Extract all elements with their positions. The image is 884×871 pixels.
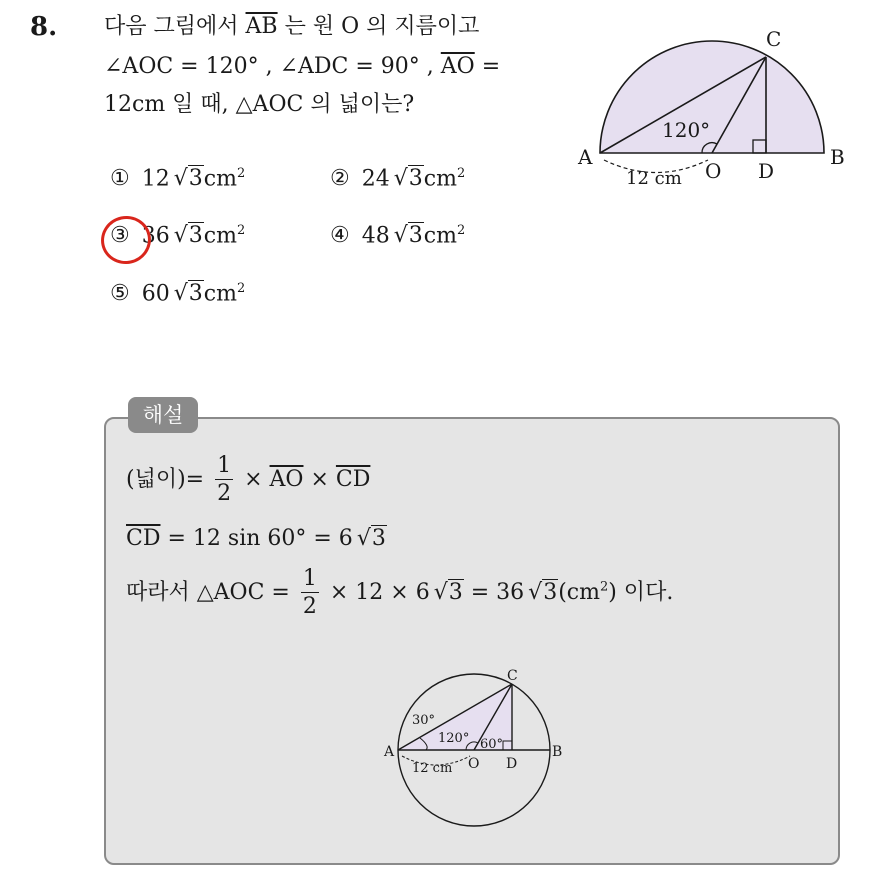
label-a: A (384, 744, 395, 760)
segment-cd: $\overline{CD}$ (335, 467, 371, 492)
option-exp: 2 (236, 166, 246, 181)
option-unit: cm (203, 166, 237, 192)
radicand: 3 (371, 526, 386, 551)
question-text: 는 원 O 의 지름이고 (284, 14, 480, 39)
label-a: A (578, 145, 593, 169)
label-o: O (705, 159, 722, 183)
segment-ao: $\overline{AO}$ (269, 467, 304, 492)
label-d: D (758, 159, 775, 183)
option-5[interactable] (110, 281, 245, 306)
option-exp: 2 (456, 223, 466, 238)
option-number: ① (110, 166, 130, 192)
question-line-3: 12cm 일 때, △AOC 의 넓이는? (104, 92, 415, 117)
denominator: 2 (217, 481, 232, 506)
question-number: 8. (30, 12, 58, 42)
label-c: C (766, 27, 782, 51)
option-coef: 48 (361, 223, 390, 249)
solution-text: = 12 sin 60° = 6 (167, 526, 353, 551)
radicand: 3 (188, 223, 203, 249)
option-exp: 2 (236, 223, 246, 238)
semicircle-shape (600, 41, 824, 153)
radicand: 3 (448, 580, 463, 605)
solution-text: (넓이)= (126, 467, 205, 492)
solution-tag: 해설 (128, 397, 198, 433)
label-c: C (507, 668, 518, 684)
radicand: 3 (188, 281, 203, 307)
sqrt-symbol: √3 (173, 281, 203, 307)
sqrt-symbol: √3 (433, 580, 463, 605)
option-number: ③ (110, 223, 130, 249)
fraction (215, 455, 233, 505)
option-2[interactable] (330, 166, 465, 191)
times-sign: × (310, 467, 329, 492)
radicand: 3 (543, 580, 558, 605)
denominator: 2 (302, 594, 317, 619)
answer-circle-mark (97, 211, 156, 268)
option-coef: 36 (141, 223, 170, 249)
question-line-1 (104, 12, 479, 42)
circle-figure (370, 660, 590, 835)
numerator: 1 (302, 566, 317, 591)
solution-text: = 36 (470, 580, 525, 605)
label-d: D (506, 756, 518, 772)
angle-label: 120° (662, 118, 711, 142)
option-exp: 2 (456, 166, 466, 181)
length-label: 12 cm (412, 761, 453, 776)
exponent: 2 (599, 579, 609, 595)
label-o: O (468, 756, 480, 772)
radicand: 3 (408, 223, 423, 249)
segment-ab: $\overline{AB}$ (245, 14, 278, 39)
length-label: 12 cm (626, 168, 682, 189)
option-number: ② (330, 166, 350, 192)
solution-line-2 (126, 526, 387, 551)
radicand: 3 (408, 166, 423, 192)
option-number: ⑤ (110, 281, 130, 307)
sqrt-symbol: √3 (393, 223, 423, 249)
question-text: = (481, 54, 501, 79)
option-coef: 24 (361, 166, 390, 192)
angle-30-label: 30° (412, 713, 436, 728)
option-coef: 60 (141, 281, 170, 307)
question-text: ∠AOC = 120° , ∠ADC = 90° , (104, 54, 434, 79)
sqrt-symbol: √3 (173, 223, 203, 249)
solution-text: × 12 × 6 (329, 580, 430, 605)
radicand: 3 (188, 166, 203, 192)
option-1[interactable] (110, 166, 245, 191)
sqrt-symbol: √3 (393, 166, 423, 192)
times-sign: × (244, 467, 263, 492)
sqrt-symbol: √3 (173, 166, 203, 192)
sqrt-symbol: √3 (356, 526, 386, 551)
solution-text: ) 이다. (608, 580, 674, 605)
option-coef: 12 (141, 166, 170, 192)
label-b: B (830, 145, 845, 169)
solution-text: 따라서 △AOC = (126, 580, 290, 605)
label-b: B (552, 744, 563, 760)
question-line-2 (104, 52, 500, 82)
segment-ao: $\overline{AO}$ (440, 54, 475, 79)
solution-line-3 (126, 568, 673, 618)
option-unit: cm (423, 223, 457, 249)
sqrt-symbol: √3 (528, 580, 558, 605)
numerator: 1 (217, 453, 232, 478)
question-text: 다음 그림에서 (104, 14, 239, 39)
option-unit: cm (203, 281, 237, 307)
angle-60-label: 60° (480, 737, 504, 752)
option-unit: cm (423, 166, 457, 192)
option-unit: cm (203, 223, 237, 249)
option-4[interactable] (330, 223, 465, 248)
solution-line-1 (126, 455, 370, 505)
semicircle-figure (570, 20, 860, 195)
segment-cd: $\overline{CD}$ (126, 526, 161, 551)
option-exp: 2 (236, 281, 246, 296)
angle-120-label: 120° (438, 731, 470, 746)
solution-text: (cm (558, 580, 600, 605)
option-number: ④ (330, 223, 350, 249)
fraction (301, 568, 319, 618)
